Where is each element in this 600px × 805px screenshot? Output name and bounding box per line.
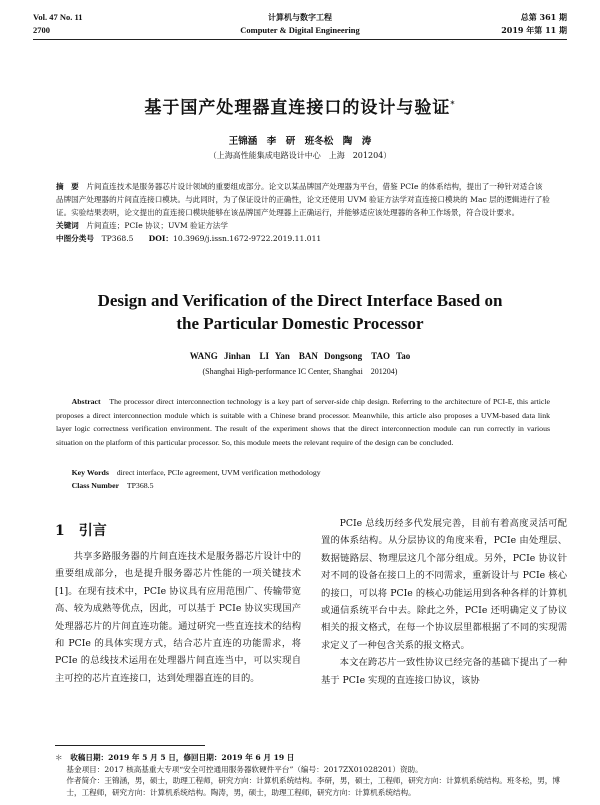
authors-cn: 王锦涵 李 研 班冬松 陶 涛 (228, 136, 372, 147)
abstract-en-label: Abstract (71, 397, 101, 406)
header-total-issue: 总第 361 期 (520, 12, 567, 22)
header-rule (33, 39, 567, 40)
page-title-cn: 基于国产处理器直连接口的设计与验证* (144, 98, 456, 118)
footnote-bio: 作者简介：王锦涵，男，硕士，助理工程师，研究方向：计算机系统结构。李研，男，硕士，工程师，研究方向：计算机系统结构。班冬松，男，博士，工程师，研究方向：计算机系统结构。陶涛，男，硕士，助理工程师，研究方向：计算机系统结构。 (66, 776, 560, 797)
authors-en: WANG Jinhan LI Yan BAN Dongsong TAO Tao (189, 351, 411, 361)
intro-paragraph-right-2: 本文在跨芯片一致性协议已经完备的基础下提出了一种基于 PCIe 实现的直连接口协议，该协 (321, 657, 567, 686)
class-en-label: Class Number (71, 481, 120, 490)
keywords-cn: 片间直连；PCIe 协议；UVM 验证方法学 (86, 221, 228, 230)
keywords-en-line (56, 466, 550, 492)
keywords-cn-label: 关键词 (56, 221, 79, 230)
affiliation-cn: （上海高性能集成电路设计中心 上海 201204） (208, 151, 392, 160)
section-heading-intro: 1 引言 (55, 523, 107, 539)
header-journal-cn: 计算机与数字工程 (268, 12, 332, 22)
header-issue: 2019 年第 11 期 (501, 25, 567, 35)
intro-paragraph-right-1: PCIe 总线历经多代发展完善，目前有着高度灵活可配置的体系结构。从分层协议的角度来看，PCIe 由处理层、数据链路层、物理层这几个部分组成。另外，PCIe 协议针对不同的设备在接口上的不同需求，重新设计与 PCIe 核心的接口，可以将 PCIe 的核心功能运用到各种各样的计算机或通信系统平台中去。除此之外，PCIe 还明确定义了协议相关的报文格式，在每一个协议层里都根据了不同的实现需求定义了一种包含关系的报文格式。 (321, 518, 567, 651)
abstract-cn-label: 摘 要 (56, 182, 79, 191)
header-journal-en: Computer & Digital Engineering (240, 25, 360, 35)
footnote-mark: ＊ (55, 753, 63, 762)
title-footnote-mark: * (450, 98, 456, 109)
header-page-number: 2700 (33, 25, 50, 35)
keywords-en-label: Key Words (71, 468, 109, 477)
class-cn-label: 中图分类号 (56, 234, 94, 243)
abstract-cn (56, 180, 550, 245)
right-column (321, 515, 567, 689)
keywords-en: direct interface, PCIe agreement, UVM verification methodology (116, 468, 321, 477)
class-cn: TP368.5 (101, 234, 134, 243)
footnote-rule (55, 745, 205, 746)
doi: 10.3969/j.issn.1672-9722.2019.11.011 (173, 234, 322, 243)
abstract-en-text: The processor direct interconnection technology is a key part of server-side chip design. Referring to the architecture of PCI-E, this article proposes a direct interconnection module which is suitable with a Chinese brand processor. Meanwhile, this article also proposes a UVM-based data link layer logic correctness verification environment. The result of the experiment shows that the direct interconnection module can run correctly in various situation on the platform of this particular processor. So, this module meets the relevant require of the design can be concluded. (56, 397, 550, 447)
header-volume: Vol. 47 No. 11 (33, 12, 83, 22)
footnote-fund: 基金项目：2017 核高基重大专项“安全可控通用服务器软硬件平台”（编号：2017ZX01028201）资助。 (66, 764, 423, 774)
doi-label: DOI： (148, 234, 174, 243)
class-en: TP368.5 (126, 481, 154, 490)
abstract-cn-text: 片间直连技术是服务器芯片设计领域的重要组成部分。论文以某品牌国产处理器为平台，借鉴 PCIe 的体系结构，提出了一种针对适合该品牌国产处理器的片间直连接口模块。与此同时，为了保证设计的正确性，论文还使用 UVM 验证方法学对直连接口模块的 Mac 层的逻辑进行了验证。实验结果表明，论文提出的直连接口模块能够在该品牌国产处理器上正确运行，并能够适应该处理器的各种工作场景，符合设计要求。 (56, 182, 550, 217)
page-title-en: Design and Verification of the Direct Interface Based on the Particular Domestic Processor (97, 291, 503, 333)
footnote (55, 752, 567, 798)
affiliation-en: (Shanghai High-performance IC Center, Shanghai 201204) (202, 367, 398, 376)
abstract-en (56, 395, 550, 449)
footnote-received: 收稿日期：2019 年 5 月 5 日，修回日期：2019 年 6 月 19 日 (70, 753, 295, 762)
intro-paragraph-left: 共享多路服务器的片间直连技术是服务器芯片设计中的重要组成部分，也是提升服务器芯片性能的一项关键技术[1]。在现有技术中，PCIe 协议具有应用范围广、传输带宽高、较为成熟等优点，因此，可以基于 PCIe 协议实现国产处理器芯片的片间直连功能。通过研究一些直连技术的结构和 PCIe 的具体实现方式，结合芯片直连的功能需求，将 PCIe 的总线技术运用在处理器片间直连当中，可以实现自主可控的芯片直连接口，达到处理器直连的目的。 (55, 551, 301, 684)
left-column (55, 548, 301, 687)
